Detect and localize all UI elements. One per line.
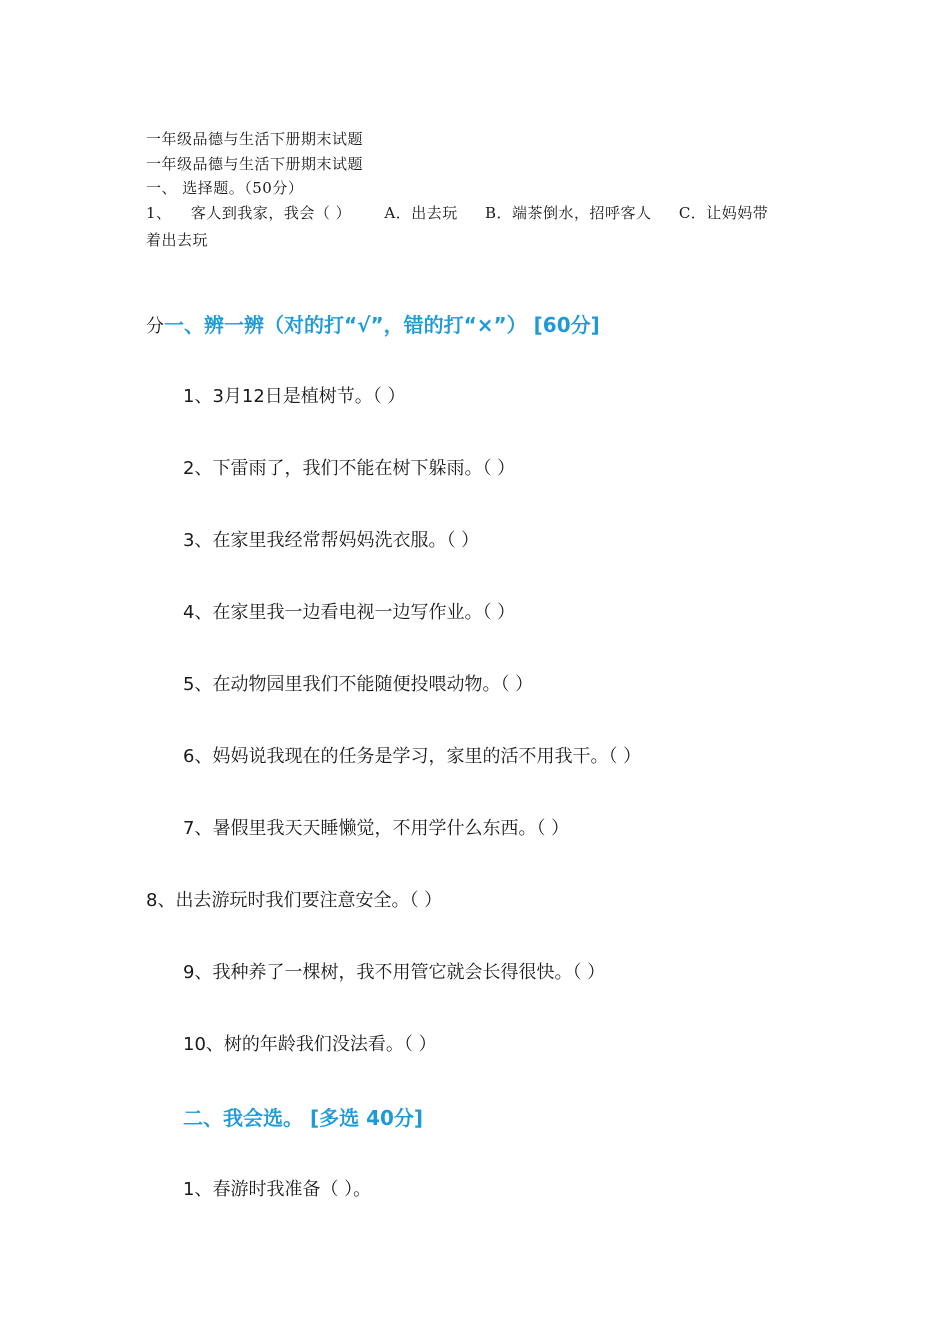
select-item: 1、春游时我准备（ ）。 [183,1179,372,1200]
judge-item: 1、3月12日是植树节。（ ） [183,386,406,407]
judge-item: 3、在家里我经常帮妈妈洗衣服。（ ） [183,530,480,551]
judge-item: 5、在动物园里我们不能随便投喂动物。（ ） [183,674,534,695]
judge-item: 6、妈妈说我现在的任务是学习，家里的活不用我干。（ ） [183,746,642,767]
section-judge-heading [146,309,600,338]
choice-question-1-continuation: 着出去玩 [146,231,209,249]
section-select-heading: 二、我会选。 [多选 40分] [183,1106,424,1130]
judge-item: 10、树的年龄我们没法看。（ ） [183,1034,437,1055]
question-number: 1、 [146,204,172,222]
option-a: A．出去玩 [384,204,458,222]
doc-title-2: 一年级品德与生活下册期末试题 [146,155,364,173]
heading-prefix: 分 [146,316,164,337]
choice-question-1 [146,202,768,223]
doc-title-1: 一年级品德与生活下册期末试题 [146,130,364,148]
question-text: 客人到我家，我会（ ） [190,204,352,222]
judge-item: 9、我种养了一棵树，我不用管它就会长得很快。（ ） [183,962,606,983]
option-c: C．让妈妈带 [678,204,769,222]
judge-item: 2、下雷雨了，我们不能在树下躲雨。（ ） [183,458,516,479]
judge-item: 4、在家里我一边看电视一边写作业。（ ） [183,602,516,623]
section-choice-title: 一、 选择题。（50分） [146,179,304,197]
heading-title: 一、辨一辨（对的打“√”，错的打“×”） [60分] [164,313,600,337]
judge-item: 7、暑假里我天天睡懒觉，不用学什么东西。（ ） [183,818,570,839]
judge-item: 8、出去游玩时我们要注意安全。（ ） [146,890,443,911]
option-b: B．端茶倒水，招呼客人 [485,204,652,222]
